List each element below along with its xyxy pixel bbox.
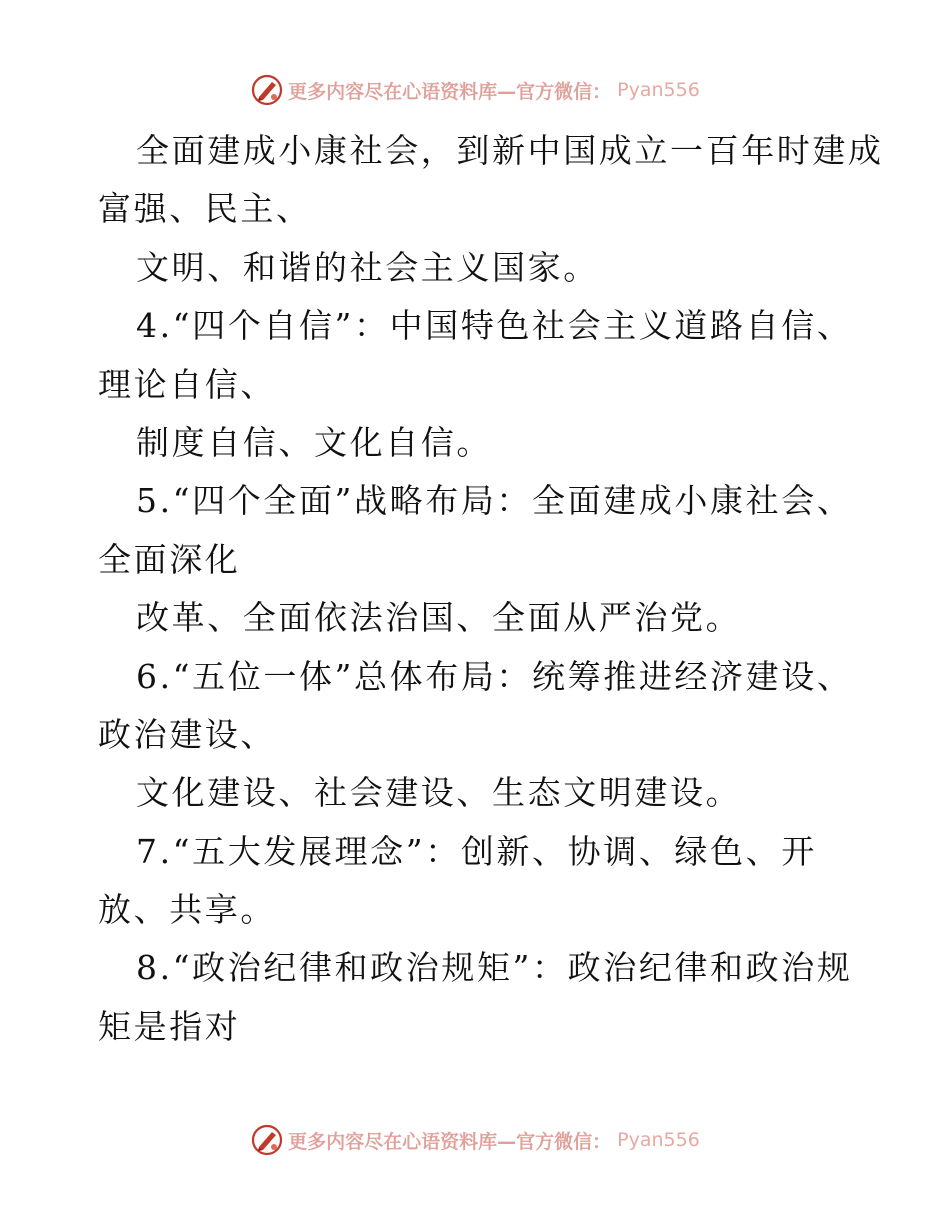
text-line: 富强、民主、 [98, 189, 312, 229]
pen-logo-icon [250, 1123, 284, 1157]
pen-logo-icon [250, 73, 284, 107]
text-line: 7.“五大发展理念”：创新、协调、绿色、开 [136, 831, 817, 871]
text-line: 矩是指对 [98, 1006, 241, 1046]
text-line: 6.“五位一体”总体布局：统筹推进经济建设、 [136, 656, 853, 696]
text-line: 5.“四个全面”战略布局：全面建成小康社会、 [136, 481, 853, 521]
footer-contact: Pyan556 [617, 1129, 700, 1151]
text-line: 放、共享。 [98, 890, 276, 930]
header-contact: Pyan556 [617, 79, 700, 101]
text-line: 改革、全面依法治国、全面从严治党。 [136, 598, 742, 638]
document-body [98, 122, 898, 1056]
footer-banner-text: 更多内容尽在心语资料库—官方微信： [288, 1130, 612, 1153]
text-line: 制度自信、文化自信。 [136, 422, 492, 462]
header-banner [0, 70, 950, 110]
text-line: 理论自信、 [98, 364, 276, 404]
text-line: 政治建设、 [98, 714, 276, 754]
text-line: 4.“四个自信”：中国特色社会主义道路自信、 [136, 306, 853, 346]
text-line: 文明、和谐的社会主义国家。 [136, 247, 599, 287]
header-banner-text: 更多内容尽在心语资料库—官方微信： [288, 80, 612, 103]
footer-banner [0, 1120, 950, 1160]
text-line: 全面建成小康社会，到新中国成立一百年时建成 [136, 131, 884, 170]
text-line: 文化建设、社会建设、生态文明建设。 [136, 773, 742, 813]
text-line: 8.“政治纪律和政治规矩”：政治纪律和政治规 [136, 948, 853, 988]
text-line: 全面深化 [98, 539, 241, 579]
